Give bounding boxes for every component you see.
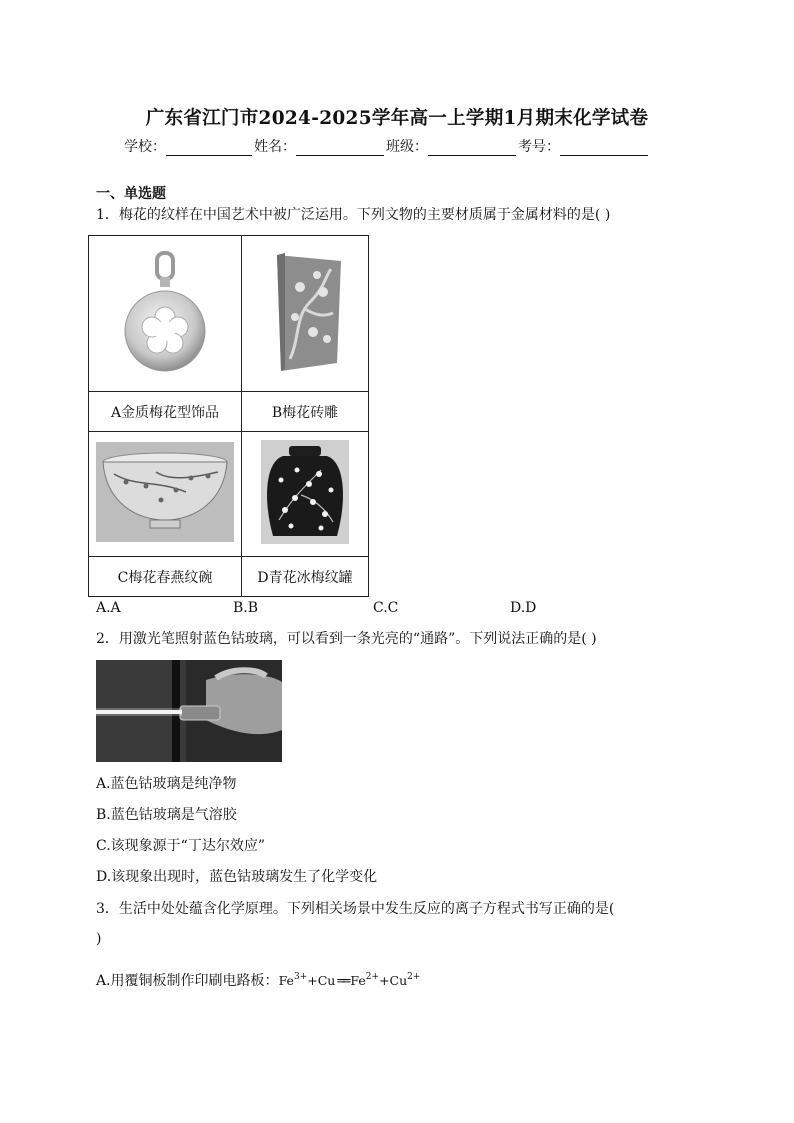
q2-option-d[interactable]: D.该现象出现时，蓝色钴玻璃发生了化学变化	[96, 869, 378, 885]
option-d-label: D青花冰梅纹罐	[242, 557, 369, 597]
option-d-image-cell	[242, 432, 369, 557]
student-info-row	[124, 136, 650, 156]
question-3-text-line1: 3．生活中处处蕴含化学原理。下列相关场景中发生反应的离子方程式书写正确的是(	[96, 901, 615, 917]
q3-option-a[interactable]	[96, 970, 420, 990]
choice-c[interactable]: C.C	[373, 600, 399, 616]
option-c-label: C梅花春燕纹碗	[89, 557, 242, 597]
option-b-label: B梅花砖雕	[242, 392, 369, 432]
section-heading: 一、单选题	[96, 186, 166, 202]
choice-b[interactable]: B.B	[233, 600, 259, 616]
number-label: 考号：	[518, 139, 560, 155]
question-1-text: 1．梅花的纹样在中国艺术中被广泛运用。下列文物的主要材质属于金属材料的是( )	[96, 207, 611, 223]
number-field[interactable]	[560, 141, 648, 156]
page-title: 广东省江门市2024-2025学年高一上学期1月期末化学试卷	[145, 108, 649, 129]
choice-d[interactable]: D.D	[510, 600, 537, 616]
option-a-image-cell	[89, 236, 242, 392]
option-b-image-cell	[242, 236, 369, 392]
question-1-options-table	[88, 235, 369, 597]
school-label: 学校：	[124, 139, 166, 155]
q2-option-b[interactable]: B.蓝色钴玻璃是气溶胶	[96, 807, 237, 823]
laser-cobalt-glass-photo	[96, 660, 282, 762]
class-field[interactable]	[428, 141, 516, 156]
ionic-equation: $Fe^{3+}+Cu$ ══ $Fe^{2+}+Cu^{2+}$	[278, 972, 421, 988]
class-label: 班级：	[386, 139, 428, 155]
option-c-image-cell	[89, 432, 242, 557]
blue-white-plum-jar-image	[261, 440, 349, 544]
choice-a[interactable]: A.A	[96, 600, 121, 616]
question-3-text-line2: )	[96, 931, 102, 947]
school-field[interactable]	[166, 141, 252, 156]
gold-plum-pendant-image	[105, 247, 225, 377]
question-2-text: 2．用激光笔照射蓝色钴玻璃，可以看到一条光亮的“通路”。下列说法正确的是( )	[96, 631, 597, 647]
plum-swallow-bowl-image	[96, 442, 234, 542]
q2-option-c[interactable]: C.该现象源于“丁达尔效应”	[96, 838, 265, 854]
name-label: 姓名：	[254, 139, 296, 155]
plum-brick-carving-image	[265, 247, 345, 377]
option-a-label: A金质梅花型饰品	[89, 392, 242, 432]
q3-option-a-prefix: A.用覆铜板制作印刷电路板：	[96, 973, 279, 989]
name-field[interactable]	[296, 141, 384, 156]
q2-option-a[interactable]: A.蓝色钴玻璃是纯净物	[96, 776, 237, 792]
